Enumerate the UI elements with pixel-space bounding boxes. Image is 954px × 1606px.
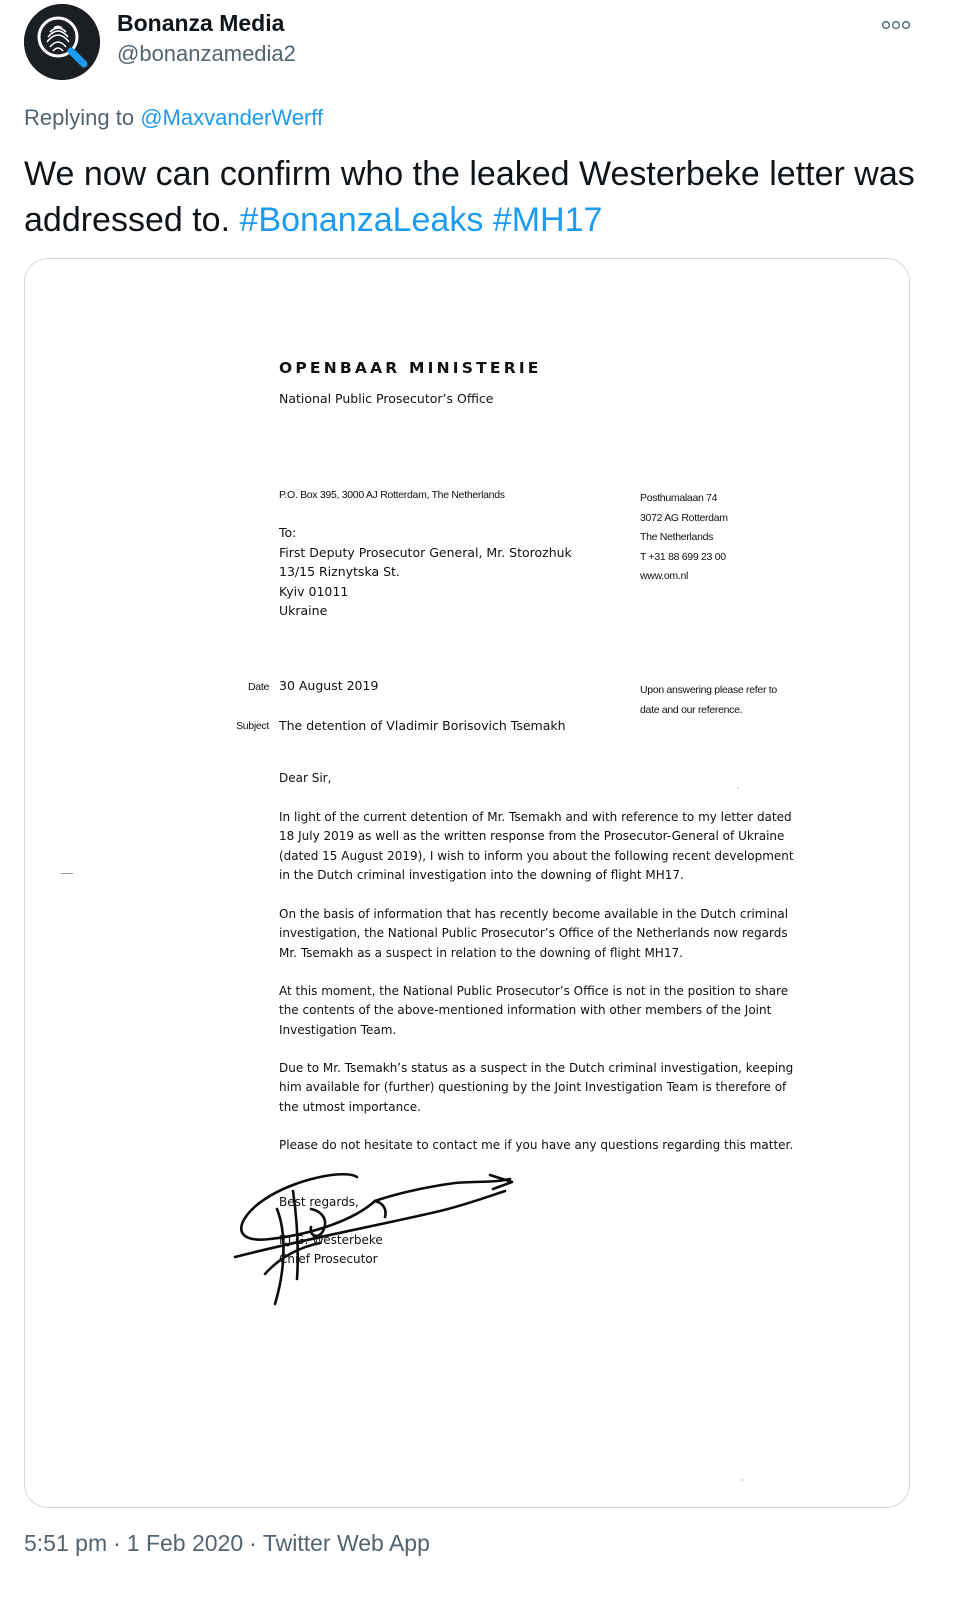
footer-separator: · [113,1530,121,1556]
author-name[interactable]: Bonanza Media [117,10,285,36]
letter-paragraph: Please do not hesitate to contact me if you have any questions regarding this matter. [279,1138,794,1152]
letter-signer [279,1231,383,1270]
letter-closing: Best regards, [279,1195,359,1209]
footer-separator: · [249,1530,257,1556]
hashtag-bonanzaleaks[interactable]: #BonanzaLeaks [239,201,484,239]
hashtag-mh17[interactable]: #MH17 [492,201,603,239]
scan-speck [741,1479,743,1481]
letter-po-box: P.O. Box 395, 3000 AJ Rotterdam, The Netherlands [279,489,505,501]
scan-margin-mark [61,873,73,874]
letter-to-label: To: [279,525,297,540]
fingerprint-magnifier-icon [24,4,100,80]
office-address-line: 3072 AG Rotterdam [640,511,728,524]
letter-answer-note [640,680,777,720]
letter-recipient-line: 13/15 Riznytska St. [279,564,400,579]
avatar[interactable] [24,4,100,80]
tweet-date[interactable]: 1 Feb 2020 [126,1530,244,1556]
letter-date-value: 30 August 2019 [279,678,379,693]
tweet-body: We now can confirm who the leaked Westerbeke letter was addressed to. [24,155,915,239]
letter-date-label: Date [248,681,269,693]
handwritten-signature [225,1139,515,1309]
letter-org-title: OPENBAAR MINISTERIE [279,359,542,377]
reply-mention-link[interactable]: @MaxvanderWerff [140,105,324,130]
tweet-media-image[interactable] [24,258,910,1508]
tweet-text [24,151,924,243]
letter-recipient-line: First Deputy Prosecutor General, Mr. Storozhuk [279,544,572,560]
letter-salutation: Dear Sir, [279,771,332,785]
tweet-time[interactable]: 5:51 pm [24,1530,108,1556]
letter-org-subtitle: National Public Prosecutor’s Office [279,391,494,406]
scan-speck [737,787,739,789]
letter-paragraph: In light of the current detention of Mr. Tsemakh and with reference to my letter dated 18 July 2019 as well as the written response from the Prosecutor-General of Ukraine (dated 15 August 2019), I wish to inform you about the following recent development in the Dutch criminal investigation into the downing of flight MH17. [279,810,794,882]
office-address-line: Posthumalaan 74 [640,492,718,504]
letter-document [25,259,910,1508]
answer-note-line: date and our reference. [640,704,743,716]
letter-paragraph: Due to Mr. Tsemakh’s status as a suspect in the Dutch criminal investigation, keeping him available for (further) questioning by the Joint Investigation Team is therefore of the utmost importance. [279,1061,794,1114]
more-options-icon [881,20,911,30]
letter-subject-label: Subject [236,720,269,732]
letter-signer-title: Chief Prosecutor [279,1252,378,1267]
letter-office-address [640,489,728,587]
tweet-source-link[interactable]: Twitter Web App [262,1530,430,1556]
letter-recipient-line: Ukraine [279,603,328,618]
tweet-footer [24,1530,430,1557]
answer-note-line: Upon answering please refer to [640,684,777,696]
replying-to-label: Replying to [24,105,135,130]
letter-recipient-line: Kyiv 01011 [279,583,349,599]
letter-recipient [279,523,572,621]
letter-signer-name: F.J.G. Westerbeke [279,1233,383,1247]
author-handle[interactable]: @bonanzamedia2 [117,41,296,66]
letter-subject-value: The detention of Vladimir Borisovich Tsemakh [279,718,566,733]
office-address-line: T +31 88 699 23 00 [640,550,726,563]
letter-paragraph: On the basis of information that has recently become available in the Dutch criminal investigation, the National Public Prosecutor’s Office of the Netherlands now regards Mr. Tsemakh as a suspect in relation to the downing of flight MH17. [279,907,789,960]
more-options-button[interactable] [878,12,914,38]
office-address-line: The Netherlands [640,531,714,543]
letter-paragraph: At this moment, the National Public Prosecutor’s Office is not in the position to share the contents of the above-mentioned information with other members of the Joint Investigation Team. [279,984,789,1037]
office-address-line: www.om.nl [640,570,689,582]
replying-to [24,105,323,131]
